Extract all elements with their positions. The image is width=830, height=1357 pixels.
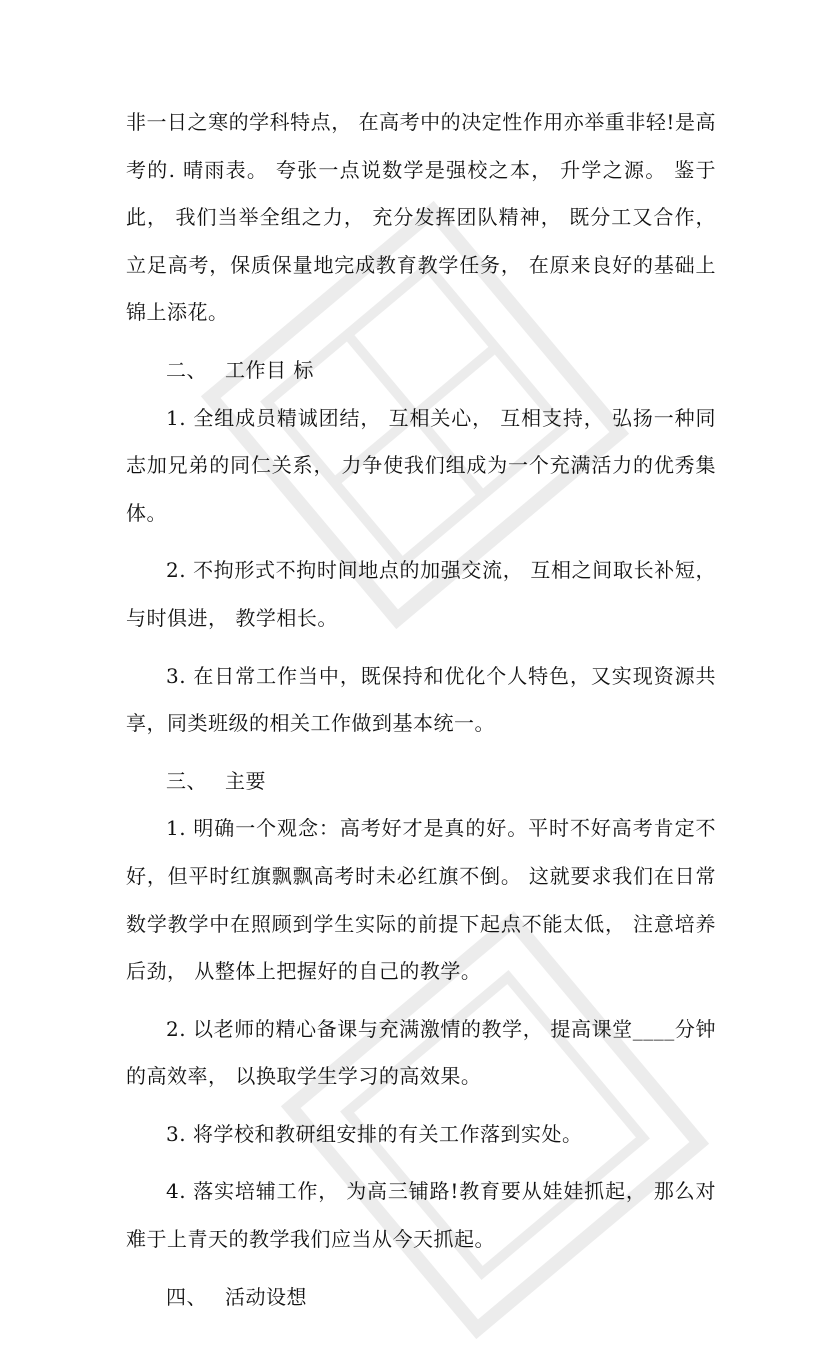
section-heading-activities <box>126 1274 716 1322</box>
section-number: 四、 <box>166 1284 207 1309</box>
document-body <box>126 99 716 1321</box>
paragraph-main-3: 3. 将学校和教研组安排的有关工作落到实处。 <box>166 1121 583 1146</box>
paragraph-main-1: 1. 明确一个观念：高考好才是真的好。平时不好高考肯定不好，但平时红旗飘飘高考时未必红旗不倒。 这就要求我们在日常数学教学中在照顾到学生实际的前提下起点不能太低， 注意培养后劲， 从整体上把握好的自己的教学。 <box>126 816 716 984</box>
section-heading-goals <box>126 347 716 395</box>
paragraph-main-2: 2. 以老师的精心备课与充满激情的教学， 提高课堂____分钟的高效率， 以换取学生学习的高效果。 <box>126 1016 716 1089</box>
paragraph-goal-3: 3. 在日常工作当中，既保持和优化个人特色，又实现资源共享，同类班级的相关工作做到基本统一。 <box>126 663 716 736</box>
paragraph-goal-1: 1. 全组成员精诚团结， 互相关心， 互相支持， 弘扬一种同志加兄弟的同仁关系， 力争使我们组成为一个充满活力的优秀集体。 <box>126 405 716 525</box>
section-number: 三、 <box>166 768 207 793</box>
section-title: 活动设想 <box>225 1284 307 1309</box>
section-title: 工作目 标 <box>225 357 314 382</box>
paragraph-intro-continuation: 非一日之寒的学科特点， 在高考中的决定性作用亦举重非轻!是高考的. 晴雨表。 夸张一点说数学是强校之本， 升学之源。 鉴于此， 我们当举全组之力， 充分发挥团队精神， 既分工又合作， 立足高考，保质保量地完成教育教学任务， 在原来良好的基础上锦上添花。 <box>126 110 716 325</box>
paragraph-main-4: 4. 落实培辅工作， 为高三铺路!教育要从娃娃抓起， 那么对难于上青天的教学我们应当从今天抓起。 <box>126 1179 716 1252</box>
section-title: 主要 <box>225 768 266 793</box>
section-number: 二、 <box>166 357 207 382</box>
section-heading-main <box>126 758 716 806</box>
paragraph-goal-2: 2. 不拘形式不拘时间地点的加强交流， 互相之间取长补短， 与时俱进， 教学相长。 <box>126 558 716 630</box>
